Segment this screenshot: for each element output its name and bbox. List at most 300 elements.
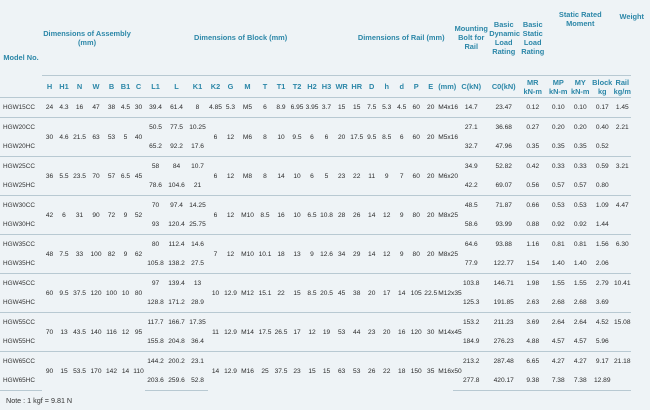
cell: 120 [409, 313, 423, 352]
cell: 12.6 [319, 235, 334, 274]
model-cell: HGW65CC [0, 352, 42, 372]
cell: 4.57 [573, 338, 587, 345]
cell: 12.9 [223, 274, 238, 313]
cell: 6 [305, 157, 319, 196]
cell: 6.5 [119, 157, 132, 196]
cell: 117.7 [145, 313, 166, 333]
cell: M6 [238, 118, 257, 157]
cell: 82 [104, 235, 119, 274]
cell: 23 [364, 313, 379, 352]
cell: 63 [88, 118, 104, 157]
cell: 142 [104, 352, 119, 391]
cell: 15 [57, 352, 71, 391]
cell: 20 [364, 274, 379, 313]
cell: 0.12 [518, 98, 547, 118]
cell: 10 [289, 157, 305, 196]
cell: 12.9 [223, 313, 238, 352]
cell: 17.35 [187, 313, 208, 333]
cell: 26 [349, 196, 364, 235]
cell: 0.20 [569, 118, 591, 138]
subheader-8: L [166, 76, 187, 98]
cell: 77.5 [166, 118, 187, 138]
cell: 128.8 [147, 299, 164, 306]
cell: 2.21 [613, 118, 631, 138]
cell: 8 [187, 98, 208, 118]
cell: 8.5 [305, 274, 319, 313]
cell: 70 [145, 196, 166, 216]
cell: 9 [394, 196, 409, 235]
cell: 23.47 [489, 98, 518, 118]
cell: M5 [238, 98, 257, 118]
cell: 12 [223, 157, 238, 196]
cell: 22.5 [423, 274, 438, 313]
cell: 9.5 [289, 118, 305, 157]
cell: 43.5 [71, 313, 88, 352]
cell: M12 [238, 274, 257, 313]
cell: 50.5 [145, 118, 166, 138]
cell: 63 [334, 352, 349, 391]
cell: 23.1 [187, 352, 208, 372]
cell [613, 176, 631, 196]
cell: 2.79 [591, 274, 613, 294]
header-weight: Weight [619, 12, 645, 21]
cell: 1.45 [613, 98, 631, 118]
cell: 213.2 [453, 352, 489, 372]
cell: M8x25 [438, 196, 453, 235]
model-cell: HGW65HC [0, 371, 42, 391]
cell: 42 [42, 196, 57, 235]
cell: 90 [42, 352, 57, 391]
cell: 33 [71, 235, 88, 274]
cell: 10 [289, 196, 305, 235]
cell: 8.9 [273, 98, 289, 118]
cell: M8x25 [438, 235, 453, 274]
subheader-14: T1 [273, 76, 289, 98]
cell: 52 [132, 196, 145, 235]
cell: 36.4 [191, 338, 204, 345]
cell: 45 [132, 157, 145, 196]
model-cell: HGW55HC [3, 338, 35, 345]
cell: 20 [334, 118, 349, 157]
cell: 62 [132, 235, 145, 274]
subheader-23: P [409, 76, 423, 98]
cell: 34 [334, 235, 349, 274]
cell: 97 [145, 274, 166, 294]
cell: 47 [88, 98, 104, 118]
cell: 0.52 [595, 143, 609, 150]
cell: 14 [273, 157, 289, 196]
cell: 13 [57, 313, 71, 352]
cell: 6.30 [613, 235, 631, 255]
cell: 9 [305, 235, 319, 274]
cell: 7.5 [57, 235, 71, 274]
cell: 150 [409, 352, 423, 391]
cell: 14.6 [187, 235, 208, 255]
cell: 15 [305, 352, 319, 391]
cell: 0.53 [569, 196, 591, 216]
cell: 23.5 [71, 157, 88, 196]
cell: 0.33 [569, 157, 591, 177]
cell: M14x45 [438, 313, 453, 352]
cell: 105.8 [147, 260, 164, 267]
cell: 10.8 [319, 196, 334, 235]
cell: 10.41 [613, 274, 631, 294]
cell: 20 [379, 313, 394, 352]
table-row [0, 274, 650, 294]
cell: 6 [305, 118, 319, 157]
cell: 77.9 [464, 260, 478, 267]
cell: 420.17 [489, 371, 518, 391]
subheader-7: L1 [145, 76, 166, 98]
cell: 0.33 [547, 157, 569, 177]
cell: 9.17 [591, 352, 613, 372]
header-model-no: Model No. [3, 53, 39, 62]
cell: 6.65 [518, 352, 547, 372]
cell: 11 [208, 313, 223, 352]
cell: 12 [223, 235, 238, 274]
cell: 9.38 [518, 371, 547, 391]
cell: 80 [132, 274, 145, 313]
cell: 7 [208, 235, 223, 274]
subheader-21: h [379, 76, 394, 98]
cell: 93.88 [489, 235, 518, 255]
unit-1: kN-m [548, 86, 568, 96]
cell: 39.4 [145, 98, 166, 118]
cell: 8.5 [379, 118, 394, 157]
cell: 6 [208, 196, 223, 235]
cell: 8 [257, 118, 273, 157]
cell: 4.6 [57, 118, 71, 157]
cell: 6.95 [289, 98, 305, 118]
subheader-0: H [42, 76, 57, 98]
cell: 30 [132, 98, 145, 118]
header-mounting-bolt: Mounting Bolt for Rail [454, 24, 488, 51]
subheader-29: MP kN-m [548, 77, 568, 96]
cell: 12 [223, 118, 238, 157]
cell: 0.81 [547, 235, 569, 255]
cell: 13 [289, 235, 305, 274]
cell: 259.6 [166, 371, 187, 391]
cell: 23 [289, 352, 305, 391]
unit-4: kg/m [613, 86, 631, 96]
header-static-moment: Static Rated Moment [558, 10, 602, 28]
table-row [0, 235, 650, 255]
cell: 17 [289, 313, 305, 352]
cell: 28 [334, 196, 349, 235]
subheader-5: B1 [119, 76, 132, 98]
note-text: Note : 1 kgf = 9.81 N [6, 396, 73, 405]
subheader-19: HR [349, 76, 364, 98]
cell: 211.23 [489, 313, 518, 333]
subheader-32: Rail kg/m [613, 77, 631, 96]
cell: 0.17 [591, 98, 613, 118]
cell: 72 [104, 196, 119, 235]
unit-2: kN-m [570, 86, 590, 96]
cell: 8 [257, 157, 273, 196]
cell: 1.09 [591, 196, 613, 216]
cell: 4.3 [57, 98, 71, 118]
table-row [0, 352, 650, 372]
cell: 0.66 [518, 196, 547, 216]
cell: 93 [151, 221, 160, 228]
cell: 20 [423, 157, 438, 196]
subheader-26: C(kN) [453, 76, 489, 98]
cell: 2.68 [551, 299, 565, 306]
subheader-31: Block kg [592, 77, 613, 96]
cell: M12x35 [438, 274, 453, 313]
cell: 9 [379, 157, 394, 196]
cell [613, 215, 631, 235]
cell: 0.59 [591, 157, 613, 177]
cell: 6 [319, 118, 334, 157]
cell: 6 [208, 157, 223, 196]
model-cell: HGW35CC [0, 235, 42, 255]
cell: 203.6 [145, 371, 166, 391]
cell: M10 [238, 235, 257, 274]
model-cell: HGW30HC [3, 221, 35, 228]
cell: 15.08 [613, 313, 631, 333]
cell: 6 [394, 118, 409, 157]
cell: 0.35 [573, 143, 587, 150]
cell: 20 [423, 235, 438, 274]
cell: 16 [273, 196, 289, 235]
cell: 10.25 [187, 118, 208, 138]
cell: 22 [379, 352, 394, 391]
cell: 0.10 [547, 98, 569, 118]
cell: 26 [364, 352, 379, 391]
cell: 16 [394, 313, 409, 352]
cell: 18 [273, 235, 289, 274]
cell: 30 [423, 313, 438, 352]
cell [613, 332, 631, 352]
cell: 48 [42, 235, 57, 274]
cell: 14.25 [187, 196, 208, 216]
cell: 53 [349, 352, 364, 391]
cell: 12 [223, 196, 238, 235]
cell: 69.07 [495, 182, 512, 189]
subheader-16: H2 [305, 76, 319, 98]
cell: 8.5 [257, 196, 273, 235]
cell: 104.6 [168, 182, 185, 189]
cell: 53 [334, 313, 349, 352]
cell: 9 [119, 235, 132, 274]
cell: 1.40 [551, 260, 565, 267]
cell: 71.87 [489, 196, 518, 216]
cell: 17 [379, 274, 394, 313]
cell: 112.4 [166, 235, 187, 255]
cell: 21.18 [613, 352, 631, 372]
cell: 14 [364, 196, 379, 235]
cell: 40 [132, 118, 145, 157]
cell: 15 [319, 352, 334, 391]
cell: 4.85 [208, 98, 223, 118]
cell: 2.63 [526, 299, 540, 306]
cell: 4.5 [394, 98, 409, 118]
cell [613, 371, 631, 391]
cell: 170 [88, 352, 104, 391]
subheader-12: M [238, 76, 257, 98]
cell: 0.57 [573, 182, 587, 189]
cell: 92.2 [170, 143, 183, 150]
cell: 32.7 [464, 143, 478, 150]
header-dims-block: Dimensions of Block (mm) [132, 0, 349, 76]
subheader-13: T [257, 76, 273, 98]
cell: 155.8 [147, 338, 164, 345]
model-cell: HGW55CC [0, 313, 42, 333]
cell: 20 [423, 118, 438, 157]
cell: 287.48 [489, 352, 518, 372]
cell: 22 [349, 157, 364, 196]
cell: 1.40 [573, 260, 587, 267]
cell: M5x16 [438, 118, 453, 157]
cell: 144.2 [145, 352, 166, 372]
model-cell: HGW25CC [0, 157, 42, 177]
cell: 38 [349, 274, 364, 313]
cell: 34.9 [453, 157, 489, 177]
subheader-15: T2 [289, 76, 305, 98]
cell: M16 [238, 352, 257, 391]
cell: 153.2 [453, 313, 489, 333]
cell: 140 [88, 313, 104, 352]
cell: 6 [257, 98, 273, 118]
cell: 0.42 [518, 157, 547, 177]
cell: 12 [305, 313, 319, 352]
cell: 2.68 [573, 299, 587, 306]
cell [613, 293, 631, 313]
subheader-27: C0(kN) [489, 76, 518, 98]
cell: 17.5 [257, 313, 273, 352]
cell: 25.75 [189, 221, 206, 228]
cell: 80 [409, 235, 423, 274]
cell: 47.96 [495, 143, 512, 150]
cell: 0.92 [551, 221, 565, 228]
cell: 0.35 [526, 143, 540, 150]
cell: 13 [187, 274, 208, 294]
model-cell: HGW20CC [0, 118, 42, 138]
cell: 5.3 [223, 98, 238, 118]
header-basic-dynamic: Basic Dynamic Load Rating [489, 19, 521, 56]
cell: 29 [349, 235, 364, 274]
subheader-20: D [364, 76, 379, 98]
cell: M4x16 [438, 98, 453, 118]
cell: 7.5 [364, 98, 379, 118]
cell: 18 [394, 352, 409, 391]
cell: 80 [145, 235, 166, 255]
cell: 0.53 [547, 196, 569, 216]
table-row [0, 196, 650, 216]
cell: 31 [71, 196, 88, 235]
subheader-9: K1 [187, 76, 208, 98]
cell: 35 [423, 352, 438, 391]
cell: 0.10 [569, 98, 591, 118]
cell: 14 [364, 235, 379, 274]
subheader-3: W [88, 76, 104, 98]
cell: 3.69 [595, 299, 609, 306]
cell: 4.5 [119, 98, 132, 118]
cell: 276.23 [493, 338, 514, 345]
cell: 20 [423, 98, 438, 118]
header-basic-static: Basic Static Load Rating [521, 19, 545, 56]
cell: 9.5 [57, 274, 71, 313]
cell: 191.85 [493, 299, 514, 306]
cell: 5 [319, 157, 334, 196]
cell: 22 [273, 274, 289, 313]
subheader-30: MY kN-m [570, 77, 590, 96]
subheader-24: E [423, 76, 438, 98]
cell: 6.5 [305, 196, 319, 235]
cell: 105 [409, 274, 423, 313]
cell: 146.71 [489, 274, 518, 294]
model-cell: HGW15CC [0, 98, 42, 118]
cell: M16x50 [438, 352, 453, 391]
cell: 19 [319, 313, 334, 352]
cell: 30 [42, 118, 57, 157]
table-row [0, 157, 650, 177]
cell: 4.57 [551, 338, 565, 345]
cell: 5.5 [57, 157, 71, 196]
cell: 17.5 [349, 118, 364, 157]
cell: 0.80 [595, 182, 609, 189]
cell: 28.9 [191, 299, 204, 306]
cell: 60 [42, 274, 57, 313]
subheader-28: MR kN-m [518, 76, 547, 98]
subheader-6: C [132, 76, 145, 98]
cell: 0.56 [526, 182, 540, 189]
cell: 64.6 [453, 235, 489, 255]
cell: 9.5 [364, 118, 379, 157]
cell: 53.5 [71, 352, 88, 391]
unit-3: kg [597, 86, 607, 96]
subheader-2: N [71, 76, 88, 98]
cell: 61.4 [166, 98, 187, 118]
cell: 3.21 [613, 157, 631, 177]
cell: 122.77 [493, 260, 514, 267]
cell: 11 [364, 157, 379, 196]
subheader-18: WR [334, 76, 349, 98]
cell: 36.68 [489, 118, 518, 138]
cell: 103.8 [453, 274, 489, 294]
cell: 12.9 [223, 352, 238, 391]
cell: 65.2 [149, 143, 162, 150]
model-cell: HGW45CC [0, 274, 42, 294]
header-dims-assembly: Dimensions of Assembly (mm) [42, 0, 132, 76]
cell: 48.5 [453, 196, 489, 216]
cell: 10 [208, 274, 223, 313]
cell: 166.7 [166, 313, 187, 333]
cell: 100 [104, 274, 119, 313]
cell: 0.40 [591, 118, 613, 138]
cell: 12 [379, 235, 394, 274]
cell: 10 [119, 274, 132, 313]
cell: 20.5 [319, 274, 334, 313]
cell: 0.81 [569, 235, 591, 255]
cell: 12 [119, 313, 132, 352]
cell: 1.44 [595, 221, 609, 228]
cell: 5.3 [379, 98, 394, 118]
cell: 15 [349, 98, 364, 118]
cell: 116 [104, 313, 119, 352]
cell: 14 [119, 352, 132, 391]
cell: 84 [166, 157, 187, 177]
cell: M10 [238, 196, 257, 235]
cell: 2.64 [569, 313, 591, 333]
cell: 4.52 [591, 313, 613, 333]
cell [613, 254, 631, 274]
cell: 80 [409, 196, 423, 235]
subheader-1: H1 [57, 76, 71, 98]
cell: M8 [238, 157, 257, 196]
cell: 21 [193, 182, 202, 189]
